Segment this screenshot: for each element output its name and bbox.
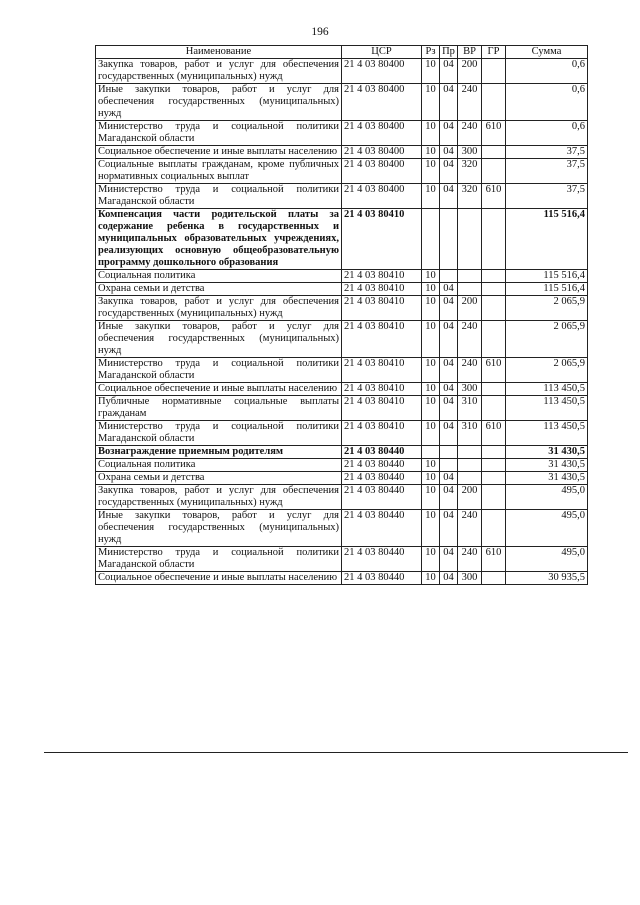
cell-sum: 115 516,4 [506,209,588,270]
table-row [96,472,588,485]
cell-gr: 610 [482,421,506,446]
cell-vr [458,209,482,270]
cell-csr: 21 4 03 80410 [342,421,422,446]
cell-name: Министерство труда и социальной политики Магаданской области [96,547,342,572]
cell-vr: 310 [458,396,482,421]
cell-pr: 04 [440,296,458,321]
header-pr: Пр [440,46,458,59]
cell-vr: 240 [458,547,482,572]
header-vr: ВР [458,46,482,59]
cell-rz: 10 [422,459,440,472]
cell-pr: 04 [440,510,458,547]
cell-csr: 21 4 03 80410 [342,321,422,358]
cell-name: Социальное обеспечение и иные выплаты населению [96,146,342,159]
table-body [96,59,588,585]
cell-csr: 21 4 03 80410 [342,396,422,421]
cell-sum: 37,5 [506,184,588,209]
cell-rz: 10 [422,396,440,421]
header-csr: ЦСР [342,46,422,59]
cell-pr: 04 [440,146,458,159]
cell-sum: 31 430,5 [506,472,588,485]
cell-sum: 113 450,5 [506,421,588,446]
cell-vr [458,459,482,472]
cell-gr [482,446,506,459]
cell-rz: 10 [422,485,440,510]
table-row [96,283,588,296]
cell-sum: 31 430,5 [506,446,588,459]
cell-csr: 21 4 03 80440 [342,446,422,459]
cell-gr [482,270,506,283]
cell-vr: 240 [458,84,482,121]
cell-name: Социальные выплаты гражданам, кроме публичных нормативных социальных выплат [96,159,342,184]
cell-gr [482,472,506,485]
cell-name: Социальная политика [96,459,342,472]
cell-gr [482,485,506,510]
cell-name: Иные закупки товаров, работ и услуг для обеспечения государственных (муниципальных) нужд [96,510,342,547]
cell-pr: 04 [440,485,458,510]
cell-pr: 04 [440,472,458,485]
table-row [96,121,588,146]
cell-gr [482,572,506,585]
cell-vr: 300 [458,383,482,396]
table-row [96,510,588,547]
cell-vr [458,283,482,296]
cell-gr [482,209,506,270]
cell-gr [482,59,506,84]
cell-pr: 04 [440,421,458,446]
table-row [96,184,588,209]
cell-csr: 21 4 03 80440 [342,510,422,547]
cell-rz: 10 [422,184,440,209]
cell-csr: 21 4 03 80400 [342,59,422,84]
cell-rz: 10 [422,121,440,146]
cell-csr: 21 4 03 80400 [342,159,422,184]
cell-csr: 21 4 03 80400 [342,121,422,146]
cell-name: Закупка товаров, работ и услуг для обеспечения государственных (муниципальных) нужд [96,485,342,510]
cell-name: Компенсация части родительской платы за содержание ребенка в государственных и муниципальных образовательных учреждениях, реализующих основную общеобразовательную программу дошкольного образования [96,209,342,270]
cell-sum: 113 450,5 [506,383,588,396]
cell-vr: 240 [458,358,482,383]
table-row [96,396,588,421]
cell-sum: 2 065,9 [506,321,588,358]
cell-gr [482,510,506,547]
cell-vr [458,270,482,283]
cell-gr [482,321,506,358]
cell-gr: 610 [482,547,506,572]
cell-pr [440,459,458,472]
cell-pr: 04 [440,59,458,84]
cell-sum: 113 450,5 [506,396,588,421]
table-row [96,485,588,510]
budget-table [95,45,588,585]
cell-csr: 21 4 03 80440 [342,572,422,585]
cell-rz: 10 [422,270,440,283]
cell-vr: 240 [458,121,482,146]
table-row [96,459,588,472]
cell-name: Иные закупки товаров, работ и услуг для обеспечения государственных (муниципальных) нужд [96,321,342,358]
cell-name: Закупка товаров, работ и услуг для обеспечения государственных (муниципальных) нужд [96,59,342,84]
cell-pr: 04 [440,84,458,121]
cell-csr: 21 4 03 80410 [342,358,422,383]
cell-vr [458,472,482,485]
cell-gr [482,396,506,421]
cell-sum: 2 065,9 [506,296,588,321]
cell-csr: 21 4 03 80410 [342,283,422,296]
cell-csr: 21 4 03 80440 [342,547,422,572]
table-row [96,383,588,396]
cell-pr: 04 [440,121,458,146]
cell-name: Закупка товаров, работ и услуг для обеспечения государственных (муниципальных) нужд [96,296,342,321]
cell-csr: 21 4 03 80410 [342,296,422,321]
cell-pr: 04 [440,572,458,585]
cell-pr: 04 [440,184,458,209]
table-row [96,421,588,446]
cell-sum: 115 516,4 [506,283,588,296]
cell-sum: 2 065,9 [506,358,588,383]
table-row [96,321,588,358]
table-row [96,270,588,283]
cell-rz: 10 [422,59,440,84]
cell-pr: 04 [440,396,458,421]
cell-rz: 10 [422,572,440,585]
table-row [96,547,588,572]
cell-sum: 0,6 [506,59,588,84]
cell-rz [422,209,440,270]
cell-name: Вознаграждение приемным родителям [96,446,342,459]
table-row [96,146,588,159]
cell-gr [482,283,506,296]
cell-vr [458,446,482,459]
cell-rz: 10 [422,321,440,358]
header-sum: Сумма [506,46,588,59]
table-row [96,159,588,184]
cell-vr: 240 [458,510,482,547]
cell-rz: 10 [422,510,440,547]
cell-name: Охрана семьи и детства [96,472,342,485]
cell-rz: 10 [422,383,440,396]
table-row [96,572,588,585]
cell-csr: 21 4 03 80410 [342,209,422,270]
cell-name: Социальное обеспечение и иные выплаты населению [96,383,342,396]
cell-vr: 200 [458,59,482,84]
header-rz: Рз [422,46,440,59]
cell-rz: 10 [422,547,440,572]
cell-pr [440,209,458,270]
cell-sum: 495,0 [506,485,588,510]
cell-gr [482,84,506,121]
cell-rz: 10 [422,472,440,485]
cell-gr [482,383,506,396]
cell-vr: 200 [458,296,482,321]
cell-gr [482,159,506,184]
cell-sum: 37,5 [506,146,588,159]
header-row [96,46,588,59]
table-row [96,209,588,270]
cell-sum: 115 516,4 [506,270,588,283]
cell-rz [422,446,440,459]
cell-csr: 21 4 03 80400 [342,184,422,209]
cell-pr: 04 [440,383,458,396]
cell-csr: 21 4 03 80400 [342,84,422,121]
cell-rz: 10 [422,146,440,159]
cell-rz: 10 [422,283,440,296]
cell-pr [440,446,458,459]
cell-sum: 37,5 [506,159,588,184]
cell-gr [482,296,506,321]
cell-csr: 21 4 03 80440 [342,485,422,510]
page-number: 196 [311,26,329,38]
cell-csr: 21 4 03 80440 [342,459,422,472]
cell-csr: 21 4 03 80400 [342,146,422,159]
cell-pr: 04 [440,159,458,184]
cell-pr: 04 [440,321,458,358]
cell-csr: 21 4 03 80440 [342,472,422,485]
table-row [96,296,588,321]
cell-name: Социальная политика [96,270,342,283]
cell-name: Иные закупки товаров, работ и услуг для обеспечения государственных (муниципальных) нужд [96,84,342,121]
cell-sum: 31 430,5 [506,459,588,472]
table-row [96,84,588,121]
cell-sum: 495,0 [506,510,588,547]
cell-vr: 300 [458,572,482,585]
cell-csr: 21 4 03 80410 [342,383,422,396]
cell-rz: 10 [422,296,440,321]
cell-vr: 320 [458,159,482,184]
cell-name: Социальное обеспечение и иные выплаты населению [96,572,342,585]
cell-pr [440,270,458,283]
cell-gr [482,459,506,472]
cell-name: Министерство труда и социальной политики Магаданской области [96,121,342,146]
cell-sum: 0,6 [506,121,588,146]
cell-vr: 240 [458,321,482,358]
cell-sum: 0,6 [506,84,588,121]
header-name: Наименование [96,46,342,59]
cell-rz: 10 [422,358,440,383]
cell-name: Министерство труда и социальной политики Магаданской области [96,358,342,383]
cell-name: Охрана семьи и детства [96,283,342,296]
cell-name: Министерство труда и социальной политики Магаданской области [96,421,342,446]
cell-vr: 300 [458,146,482,159]
table-row [96,446,588,459]
header-gr: ГР [482,46,506,59]
cell-gr: 610 [482,184,506,209]
cell-vr: 310 [458,421,482,446]
cell-pr: 04 [440,547,458,572]
cell-name: Публичные нормативные социальные выплаты гражданам [96,396,342,421]
table-row [96,59,588,84]
cell-sum: 30 935,5 [506,572,588,585]
table-header [96,46,588,59]
cell-rz: 10 [422,159,440,184]
cell-gr [482,146,506,159]
cell-vr: 200 [458,485,482,510]
cell-rz: 10 [422,84,440,121]
cell-pr: 04 [440,358,458,383]
cell-gr: 610 [482,121,506,146]
bottom-rule [44,752,628,753]
cell-vr: 320 [458,184,482,209]
cell-pr: 04 [440,283,458,296]
cell-sum: 495,0 [506,547,588,572]
cell-name: Министерство труда и социальной политики Магаданской области [96,184,342,209]
table-row [96,358,588,383]
cell-rz: 10 [422,421,440,446]
cell-csr: 21 4 03 80410 [342,270,422,283]
cell-gr: 610 [482,358,506,383]
